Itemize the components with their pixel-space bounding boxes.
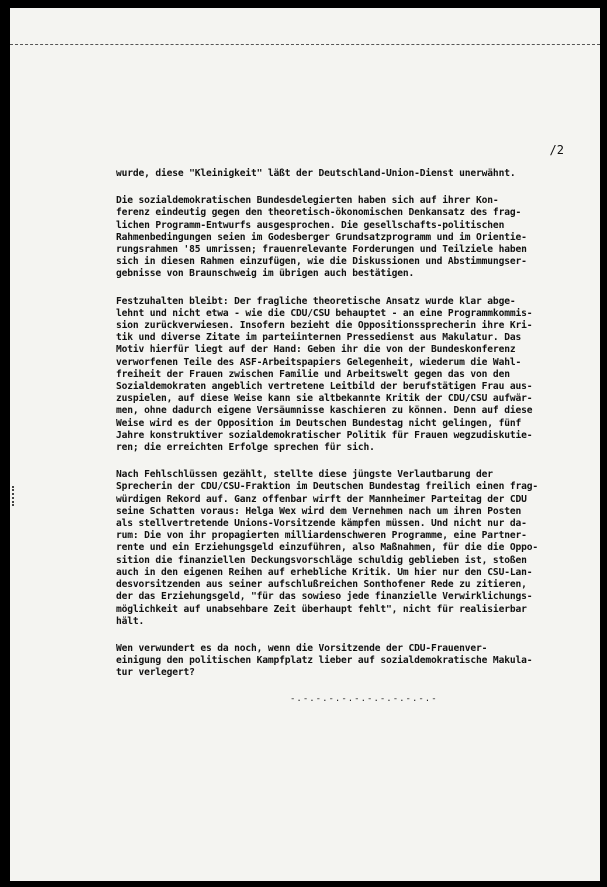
margin-mark xyxy=(12,486,17,506)
header-rule xyxy=(10,44,600,45)
paragraph-5: Wen verwundert es da noch, wenn die Vorsitzende der CDU-Frauenver- einigung den politischen Kampfplatz lieber auf sozialdemokratische Makula- tur verlegert? xyxy=(116,642,533,679)
paragraph-1: wurde, diese "Kleinigkeit" läßt der Deutschland-Union-Dienst unerwähnt. xyxy=(116,168,516,179)
paragraph-2: Die sozialdemokratischen Bundesdelegierten haben sich auf ihrer Kon- ferenz eindeutig gegen den theoretisch-ökonomischen Denkansatz des frag- lichen Programm-Entwurfs ausgesprochen. Die gesellschafts-politischen Rahmenbedingungen seien im Godesberger Grundsatzprogramm und im Orientie- rungsrahmen '85 umrissen; frauenrelevante Forderungen und Teilziele haben sich in diesen Rahmen einzufügen, wie die Diskussionen und Abstimmungser- gebnisse von Braunschweig im übrigen auch bestätigen. xyxy=(116,195,527,280)
page-number: /2 xyxy=(549,143,564,157)
paragraph-4: Nach Fehlschlüssen gezählt, stellte diese jüngste Verlautbarung der Sprecherin der CDU/CSU-Fraktion im Deutschen Bundestag freilich einen frag- würdigen Rekord auf. Ganz offenbar wirft der Mannheimer Parteitag der CDU seine Schatten voraus: Helga Wex wird dem Vernehmen nach um ihren Posten als stellvertretende Unions-Vorsitzende kämpfen müssen. Und nicht nur da- rum: Die von ihr propagierten milliardenschweren Programme, eine Partner- rente und ein Erziehungsgeld einzuführen, also Maßnahmen, für die die Oppo- sition die finanziellen Deckungsvorschläge schuldig geblieben ist, stoßen auch in den eigenen Reihen auf erhebliche Kritik. Um hier nur den CSU-Lan- desvorsitzenden aus seiner aufschlußreichen Sonthofener Rede zu zitieren, der das Erziehungsgeld, "für das sowieso jede finanzielle Verwirklichungs- möglichkeit auf unabsehbare Zeit überhaupt fehlt", nicht für realisierbar hält. xyxy=(116,469,538,627)
document-body xyxy=(116,168,586,695)
paragraph-3: Festzuhalten bleibt: Der fragliche theoretische Ansatz wurde klar abge- lehnt und nicht etwa - wie die CDU/CSU behauptet - an eine Programmkommis- sion zurückverwiesen. Insofern bezieht die Oppositionssprecherin ihre Kri- tik und diverse Zitate im parteiinternen Pressedienst aus Makulatur. Das Motiv hierfür liegt auf der Hand: Geben ihr die von der Bundeskonferenz verworfenen Teile des ASF-Arbeitspapiers Gelegenheit, wiederum die Wahl- freiheit der Frauen zwischen Familie und Arbeitswelt gegen das von den Sozialdemokraten angeblich vertretene Leitbild der berufstätigen Frau aus- zuspielen, auf diese Weise kann sie altbekannte Kritik der CDU/CSU aufwär- men, ohne dadurch eigene Versäumnisse kaschieren zu können. Denn auf diese Weise wird es der Opposition im Deutschen Bundestag nicht gelingen, fünf Jahre konstruktiver sozialdemokratischer Politik für Frauen wegzudiskutie- ren; die erreichten Erfolge sprechen für sich. xyxy=(116,295,533,454)
document-page xyxy=(10,8,600,881)
closing-mark: -.-.-.-.-.-.-.-.-.-.-.- xyxy=(290,694,438,704)
